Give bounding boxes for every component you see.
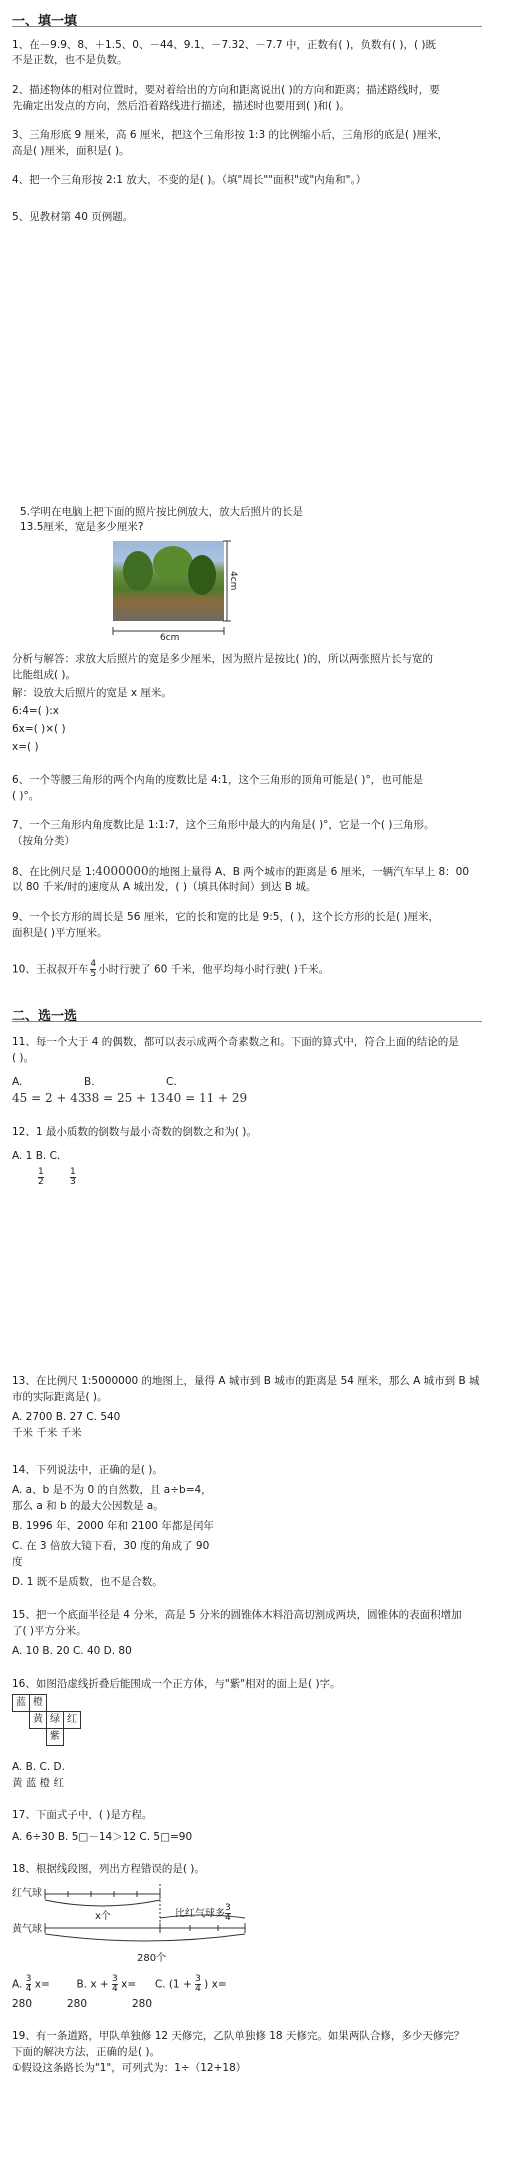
net-cell-4: 绿 bbox=[46, 1711, 64, 1729]
q9-line2: 面积是( )平方厘米。 bbox=[12, 927, 108, 939]
q18-yellow-label: 黄气球 bbox=[12, 1924, 42, 1935]
q3-line1: 3、三角形底 9 厘米，高 6 厘米，把这个三角形按 1:3 的比例缩小后，三角形的底是( )厘米， bbox=[12, 129, 448, 141]
q14-option-a[interactable]: A. a、b 是不为 0 的自然数，且 a÷b=4， bbox=[12, 1484, 212, 1496]
q18-option-b[interactable]: B. x + bbox=[76, 1978, 109, 1991]
q18-options[interactable] bbox=[12, 1975, 227, 1994]
q15-line2: 了( )平方分米。 bbox=[12, 1625, 87, 1637]
q10-line bbox=[12, 960, 329, 979]
q8-line1 bbox=[12, 864, 469, 880]
q11-option-b[interactable]: B. bbox=[84, 1076, 95, 1088]
q12-fc-den: 3 bbox=[70, 1177, 76, 1187]
q18-fb-num: 3 bbox=[112, 1974, 118, 1984]
q5b-line1: 5.学明在电脑上把下面的照片按比例放大，放大后照片的长是 bbox=[20, 506, 304, 518]
q18-value-c: 280 bbox=[132, 1998, 153, 2010]
q12-fb-den: 2 bbox=[38, 1177, 44, 1187]
q6-line2: ( )°。 bbox=[12, 790, 40, 802]
q10-fraction bbox=[90, 960, 96, 979]
q10-text-b: 小时行驶了 60 千米，他平均每小时行驶( )千米。 bbox=[98, 963, 330, 976]
q18-more-label bbox=[175, 1904, 231, 1923]
q18-fc-num: 3 bbox=[195, 1974, 201, 1984]
q14-line1: 14、下列说法中，正确的是( )。 bbox=[12, 1464, 163, 1476]
q14-option-a-cont: 那么 a 和 b 的最大公因数是 a。 bbox=[12, 1500, 164, 1512]
q18-option-b-x: x= bbox=[121, 1978, 137, 1991]
q5c-line6: x=( ) bbox=[12, 741, 39, 753]
q5c-line4: 6:4=( ):x bbox=[12, 705, 59, 717]
q16-line1: 16、如图沿虚线折叠后能围成一个正方体，与"紫"相对的面上是( )字。 bbox=[12, 1678, 341, 1690]
q5c-line5: 6x=( )×( ) bbox=[12, 723, 66, 735]
q11-line1: 11、每一个大于 4 的偶数，都可以表示成两个奇素数之和。下面的算式中，符合上面的结论的是 bbox=[12, 1036, 459, 1048]
q8-text-b: 的地图上量得 A、B 两个城市的距离是 6 厘米，一辆汽车早上 8：00 bbox=[148, 866, 469, 878]
q5c-line1: 分析与解答：求放大后照片的宽是多少厘米，因为照片是按比( )的，所以两张照片长与宽的 bbox=[12, 653, 434, 665]
q11-option-c[interactable]: C. bbox=[166, 1076, 177, 1088]
q11-expr-c: 40 = 11 + 29 bbox=[166, 1091, 248, 1105]
q7-line1: 7、一个三角形内角度数比是 1:1:7，这个三角形中最大的内角是( )°，它是一个( )三角形。 bbox=[12, 819, 435, 831]
q12-frac-c bbox=[70, 1168, 76, 1187]
q14-option-d[interactable]: D. 1 既不是质数，也不是合数。 bbox=[12, 1576, 163, 1588]
q18-fa-den: 4 bbox=[25, 1984, 32, 1994]
q18-more-text: 比红气球多 bbox=[175, 1908, 225, 1920]
net-cell-5: 红 bbox=[63, 1711, 81, 1729]
net-cell-2: 橙 bbox=[29, 1694, 47, 1712]
net-cell-1: 蓝 bbox=[12, 1694, 30, 1712]
q18-option-a-x: x= bbox=[34, 1978, 50, 1991]
net-cell-6: 紫 bbox=[46, 1728, 64, 1746]
q10-frac-den: 5 bbox=[90, 969, 97, 979]
photo-width-label: 6cm bbox=[160, 633, 180, 643]
q17-options[interactable]: A. 6÷30 B. 5□－14＞12 C. 5□=90 bbox=[12, 1831, 193, 1843]
q18-more-num: 3 bbox=[225, 1903, 231, 1913]
q11-expr-b: 38 = 25 + 13 bbox=[84, 1091, 166, 1105]
q18-frac-c bbox=[195, 1975, 201, 1994]
q14-option-c[interactable]: C. 在 3 倍放大镜下看，30 度的角成了 90 bbox=[12, 1540, 210, 1552]
q18-more-den: 4 bbox=[225, 1913, 231, 1923]
q8-scale: 4000000 bbox=[95, 864, 149, 878]
q19-option-1[interactable]: ①假设这条路长为"1"，可列式为：1÷（12+18） bbox=[12, 2062, 247, 2074]
section-title-fill: 一、填一填 bbox=[12, 14, 78, 29]
q12-fc-num: 1 bbox=[70, 1167, 76, 1177]
q12-options[interactable]: A. 1 B. C. bbox=[12, 1150, 61, 1162]
q5-text: 5、见教材第 40 页例题。 bbox=[12, 211, 134, 223]
q3-line2: 高是( )厘米，面积是( )。 bbox=[12, 145, 130, 157]
q18-option-a[interactable]: A. bbox=[12, 1978, 23, 1991]
q2-line2: 先确定出发点的方向，然后沿着路线进行描述，描述时也要用到( )和( )。 bbox=[12, 100, 351, 112]
q18-more-frac bbox=[225, 1904, 231, 1923]
q18-fc-den: 4 bbox=[195, 1984, 201, 1994]
q9-line1: 9、一个长方形的周长是 56 厘米，它的长和宽的比是 9:5，( )，这个长方形的长是( )厘米， bbox=[12, 911, 440, 923]
q14-option-c-cont: 度 bbox=[12, 1556, 23, 1568]
q11-option-a[interactable]: A. bbox=[12, 1076, 23, 1088]
q16-options[interactable]: A. B. C. D. bbox=[12, 1761, 65, 1773]
q1-line1: 1、在－9.9、8、＋1.5、0、－44、9.1、－7.32、－7.7 中，正数有( )，负数有( )，( )既 bbox=[12, 39, 437, 51]
q16-option-values: 黄 蓝 橙 红 bbox=[12, 1777, 65, 1789]
q18-fa-num: 3 bbox=[25, 1974, 32, 1984]
q18-fb-den: 4 bbox=[112, 1984, 118, 1994]
q13-line2: 市的实际距离是( )。 bbox=[12, 1391, 108, 1403]
q2-line1: 2、描述物体的相对位置时，要对着给出的方向和距离说出( )的方向和距离；描述路线时，要 bbox=[12, 84, 440, 96]
q12-line1: 12、1 最小质数的倒数与最小奇数的倒数之和为( )。 bbox=[12, 1126, 257, 1138]
q18-value-a: 280 bbox=[12, 1998, 33, 2010]
q19-line1: 19、有一条道路，甲队单独修 12 天修完，乙队单独修 18 天修完。如果两队合修，多少天修完？ bbox=[12, 2030, 465, 2042]
q8-text-a: 8、在比例尺是 1: bbox=[12, 866, 96, 878]
q5c-line2: 比能组成( )。 bbox=[12, 669, 77, 681]
q6-line1: 6、一个等腰三角形的两个内角的度数比是 4:1，这个三角形的顶角可能是( )°，也可能是 bbox=[12, 774, 424, 786]
q18-option-c-x: ) x= bbox=[204, 1978, 227, 1991]
q15-options[interactable]: A. 10 B. 20 C. 40 D. 80 bbox=[12, 1645, 132, 1657]
q17-line1: 17、下面式子中，( )是方程。 bbox=[12, 1809, 153, 1821]
q13-units: 千米 千米 千米 bbox=[12, 1427, 82, 1439]
q13-options[interactable]: A. 2700 B. 27 C. 540 bbox=[12, 1411, 121, 1423]
q11-expr-a: 45 = 2 + 43 bbox=[12, 1091, 86, 1105]
q19-line2: 下面的解决方法，正确的是( )。 bbox=[12, 2046, 161, 2058]
q8-line2: 以 80 千米/时的速度从 A 城出发，( )（填具体时间）到达 B 城。 bbox=[12, 881, 317, 893]
net-cell-3: 黄 bbox=[29, 1711, 47, 1729]
q14-option-b[interactable]: B. 1996 年、2000 年和 2100 年都是闰年 bbox=[12, 1520, 214, 1532]
q18-option-c[interactable]: C. (1 + bbox=[154, 1978, 192, 1991]
q15-line1: 15、把一个底面半径是 4 分米，高是 5 分米的圆锥体木料沿高切割成两块，圆锥体的表面积增加 bbox=[12, 1609, 462, 1621]
q18-x-label: x个 bbox=[95, 1911, 111, 1922]
section-divider bbox=[12, 26, 482, 27]
q11-line2: ( )。 bbox=[12, 1052, 35, 1064]
q5b-line2: 13.5厘米，宽是多少厘米? bbox=[20, 521, 144, 533]
q18-total-label: 280个 bbox=[137, 1953, 167, 1964]
section-divider-2 bbox=[12, 1021, 482, 1022]
q1-line2: 不是正数，也不是负数。 bbox=[12, 54, 128, 66]
q18-frac-a bbox=[26, 1975, 32, 1994]
q5c-line3: 解：设放大后照片的宽是 x 厘米。 bbox=[12, 687, 172, 699]
q7-line2: （按角分类） bbox=[12, 835, 75, 847]
q12-fb-num: 1 bbox=[38, 1167, 44, 1177]
q10-text-a: 10、王叔叔开车 bbox=[12, 963, 89, 976]
section-title-choose: 二、选一选 bbox=[12, 1009, 78, 1024]
q4-text: 4、把一个三角形按 2:1 放大，不变的是( )。（填"周长""面积"或"内角和"。） bbox=[12, 174, 367, 186]
q18-red-label: 红气球 bbox=[12, 1888, 42, 1899]
q13-line1: 13、在比例尺 1:5000000 的地图上，量得 A 城市到 B 城市的距离是 54 厘米，那么 A 城市到 B 城 bbox=[12, 1375, 480, 1387]
photo-height-label: 4cm bbox=[228, 571, 238, 591]
q18-line1: 18、根据线段图，列出方程错误的是( )。 bbox=[12, 1863, 205, 1875]
q18-frac-b bbox=[112, 1975, 118, 1994]
q10-frac-num: 4 bbox=[90, 959, 97, 969]
q18-value-b: 280 bbox=[67, 1998, 88, 2010]
q12-frac-b bbox=[38, 1168, 44, 1187]
